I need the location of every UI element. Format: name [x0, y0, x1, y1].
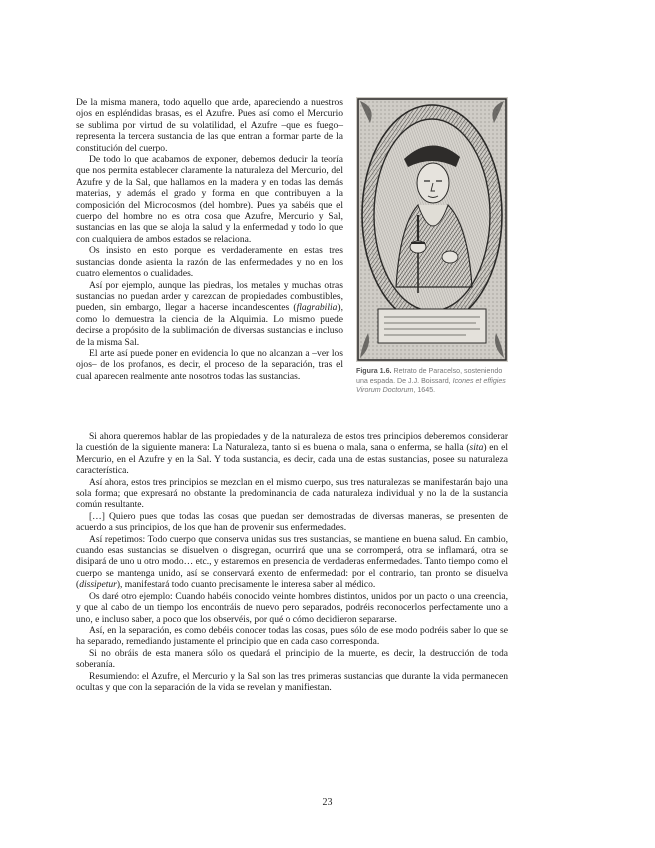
- paragraph: Así ahora, estos tres principios se mezclan en el mismo cuerpo, sus tres naturalezas se manifestarán bajo una sola forma; que expresará no obstante la predominancia de cada naturaleza individual y no la de la sustancia común resultante.: [76, 476, 508, 511]
- page-number: 23: [322, 797, 333, 808]
- paragraph: El arte así puede poner en evidencia lo que no alcanzan a –ver los ojos– de los profanos, es decir, el proceso de la separación, tras el cual aparecen realmente ante nosotros todas las sustancias.: [76, 347, 343, 382]
- latin-term: sita: [469, 442, 484, 454]
- paragraph: [76, 431, 508, 477]
- latin-term: flagrabilia: [296, 302, 338, 314]
- paragraph: Resumiendo: el Azufre, el Mercurio y la Sal son las tres primeras sustancias que durante la vida permanecen ocultas y que con la separación de la vida se revelan y manifiestan.: [76, 670, 508, 693]
- paragraph: Así, en la separación, es como debéis conocer todas las cosas, pues sólo de ese modo podréis saber lo que se ha separado, remediando justamente el principio que en cada caso corresponda.: [76, 624, 508, 648]
- paragraph-text: Así por ejemplo, aunque las piedras, los metales y muchas otras sustancias no puedan arder y carezcan de propiedades combustibles, pueden, sin embargo, llegar a hacerse incandescentes (: [76, 279, 343, 314]
- paragraph: De la misma manera, todo aquello que arde, apareciendo a nuestros ojos en espléndidas brasas, es el Azufre. Pues así como el Mercurio se sublima por virtud de su volatilidad, el Azufre –que es fuego– representa la tercera sustancia de las que entran a formar parte de la constitución del cuerpo.: [76, 97, 343, 154]
- caption-book-title: Icones et effigies Virorum Doctorum: [356, 376, 506, 395]
- paragraph: Os daré otro ejemplo: Cuando habéis conocido veinte hombres distintos, unidos por un pacto o una creencia, y que al cabo de un tiempo los encontráis de nuevo pero separados, podréis reconocerlos perfectamente uno a uno, e incluso saber, a poco que los observéis, por qué o cómo decidieron separarse.: [76, 590, 508, 625]
- paragraph-text: ), como lo demuestra la ciencia de la Alquimia. Lo mismo puede decirse a propósito de la sublimación de diversas sustancias e incluso de la misma Sal.: [76, 302, 343, 348]
- latin-term: dissipetur: [79, 579, 117, 591]
- caption-text: Retrato de Paracelso, sosteniendo una espada. De J.J. Boissard,: [356, 367, 503, 385]
- paragraph-text: ) en el Mercurio, en el Azufre y en la Sal. Y toda sustancia, es decir, cada una de estas sustancias, posee su naturaleza característica.: [76, 442, 508, 477]
- paragraph: De todo lo que acabamos de exponer, debemos deducir la teoría que nos permita establecer claramente la naturaleza del Mercurio, del Azufre y de la Sal, que hallamos en la madera y en todas las demás materias, y además el grado y forma en que contribuyen a la composición del Microcosmos (del hombre). Pues ya sabéis que el cuerpo del hombre no es otra cosa que Azufre, Mercurio y Sal, sustancias en las que se aloja la salud y la enfermedad y todo lo que con cualquiera de ambos estados se relaciona.: [76, 154, 343, 245]
- full-width-text: [76, 431, 508, 693]
- paragraph: [76, 280, 343, 348]
- paragraph-text: ), manifestará todo cuanto precisamente le interesa saber al médico.: [116, 579, 376, 591]
- paragraph: [76, 534, 508, 591]
- paragraph: […] Quiero pues que todas las cosas que puedan ser demostradas de diversas maneras, se presenten de acuerdo a sus principios, de los que han de provenir sus enfermedades.: [76, 510, 508, 534]
- left-text-column: [76, 97, 343, 382]
- paragraph: Si no obráis de esta manera sólo os quedará el principio de la muerte, es decir, la destrucción de toda soberanía.: [76, 647, 508, 671]
- paragraph: Os insisto en esto porque es verdaderamente en estas tres sustancias donde asienta la razón de las enfermedades y no en los cuatro elementos o cualidades.: [76, 245, 343, 280]
- figure-label: Figura 1.6.: [356, 367, 392, 375]
- paragraph-text: Si ahora queremos hablar de las propiedades y de la naturaleza de estos tres principios deberemos considerar la cuestión de la siguiente manera: La Naturaleza, tanto si es buena o mala, sana o enferma, se halla (: [76, 431, 508, 454]
- paragraph-text: Así repetimos: Todo cuerpo que conserva unidas sus tres sustancias, se mantiene en buena salud. En cambio, cuando esas sustancias se disuelven o disgregan, ocurrirá que una se corromperá, otra se inflamará, otra se disipará de uno u otro modo… etc., y estaremos en presencia de verdaderas enfermedades. Tanto tiempo como el cuerpo se mantenga unido, así se conservará exento de enfermedad: por el contrario, tan pronto se disuelva (: [76, 533, 508, 591]
- caption-end: , 1645.: [413, 386, 436, 395]
- paracelsus-portrait-engraving: [356, 97, 508, 362]
- figure-caption: [356, 367, 511, 396]
